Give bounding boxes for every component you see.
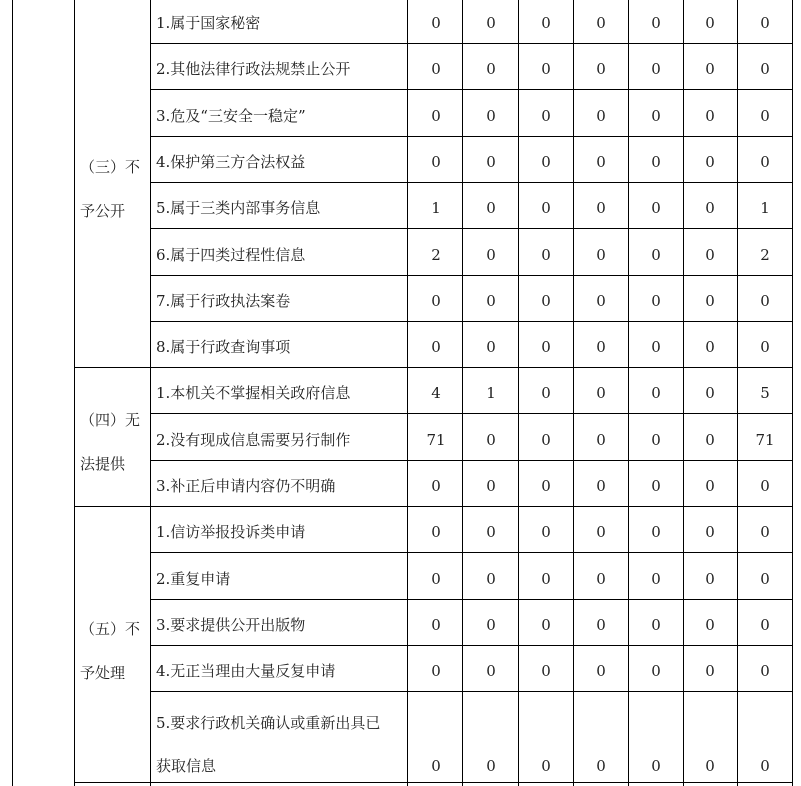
table-cell-value: 0 <box>431 60 441 78</box>
table-cell-value: 0 <box>541 384 551 402</box>
table-cell-value: 0 <box>486 757 496 775</box>
row-label: 3.补正后申请内容仍不明确 <box>156 477 336 495</box>
table-cell-value: 0 <box>705 199 715 217</box>
table-cell-value: 5 <box>760 384 770 402</box>
row-label: 3.危及“三安全一稳定” <box>156 107 306 125</box>
table-cell-value: 0 <box>705 616 715 634</box>
group-label <box>80 409 140 473</box>
table-cell-value: 1 <box>431 199 441 217</box>
column-divider <box>573 0 574 786</box>
table-cell-value: 0 <box>760 662 770 680</box>
table-cell-value: 0 <box>431 616 441 634</box>
row-divider <box>150 182 793 183</box>
column-divider <box>150 0 151 786</box>
table-cell-value: 0 <box>541 199 551 217</box>
table-cell-value: 0 <box>651 662 661 680</box>
column-divider <box>407 0 408 786</box>
table-cell-value: 0 <box>541 246 551 264</box>
group-label <box>80 156 140 220</box>
table-cell-value: 0 <box>705 757 715 775</box>
table-cell-value: 0 <box>651 477 661 495</box>
row-divider <box>150 43 793 44</box>
table-cell-value: 0 <box>431 477 441 495</box>
row-divider <box>150 136 793 137</box>
table-cell-value: 2 <box>760 246 770 264</box>
row-label: 1.本机关不掌握相关政府信息 <box>156 384 351 402</box>
row-label: 7.属于行政执法案卷 <box>156 292 291 310</box>
column-divider <box>74 0 75 786</box>
table-cell-value: 0 <box>705 338 715 356</box>
table-cell-value: 0 <box>541 523 551 541</box>
table-cell-value: 0 <box>596 14 606 32</box>
table-cell-value: 0 <box>431 662 441 680</box>
table-cell-value: 0 <box>651 60 661 78</box>
table-cell-value: 0 <box>705 523 715 541</box>
table-cell-value: 0 <box>541 14 551 32</box>
table-cell-value: 0 <box>431 757 441 775</box>
table-cell-value: 0 <box>486 107 496 125</box>
table-cell-value: 0 <box>651 616 661 634</box>
table-cell-value: 0 <box>760 292 770 310</box>
table-cell-value: 0 <box>541 616 551 634</box>
table-cell-value: 0 <box>705 60 715 78</box>
table-cell-value: 1 <box>760 199 770 217</box>
table-cell-value: 0 <box>651 292 661 310</box>
group-divider <box>74 367 793 368</box>
table-cell-value: 0 <box>486 292 496 310</box>
row-divider <box>150 599 793 600</box>
table-cell-value: 0 <box>705 384 715 402</box>
table-cell-value: 71 <box>755 431 775 449</box>
table-cell-value: 71 <box>426 431 446 449</box>
table-cell-value: 0 <box>486 153 496 171</box>
group-label-line: （三）不 <box>80 157 141 176</box>
table-cell-value: 0 <box>651 570 661 588</box>
row-divider <box>150 413 793 414</box>
table-cell-value: 0 <box>705 477 715 495</box>
table-cell-value: 0 <box>541 431 551 449</box>
group-divider <box>74 506 793 507</box>
table-cell-value: 0 <box>431 14 441 32</box>
table-cell-value: 0 <box>651 384 661 402</box>
table-cell-value: 0 <box>760 153 770 171</box>
group-label-line: 法提供 <box>80 454 126 473</box>
table-cell-value: 0 <box>705 570 715 588</box>
table-cell-value: 0 <box>431 107 441 125</box>
table-cell-value: 0 <box>596 246 606 264</box>
table-cell-value: 0 <box>596 662 606 680</box>
row-divider <box>150 89 793 90</box>
table-cell-value: 0 <box>596 384 606 402</box>
row-label: 3.要求提供公开出版物 <box>156 616 306 634</box>
table-cell-value: 0 <box>541 107 551 125</box>
row-label-continued: 获取信息 <box>156 757 217 775</box>
table-cell-value: 0 <box>431 570 441 588</box>
group-label-line: 予公开 <box>80 201 126 220</box>
column-divider <box>792 0 793 786</box>
table-cell-value: 0 <box>431 523 441 541</box>
table-cell-value: 0 <box>486 199 496 217</box>
table-cell-value: 0 <box>705 246 715 264</box>
table-cell-value: 0 <box>541 292 551 310</box>
table-cell-value: 1 <box>486 384 496 402</box>
table-cell-value: 0 <box>705 662 715 680</box>
table-cell-value: 0 <box>431 153 441 171</box>
table-cell-value: 0 <box>705 14 715 32</box>
table-cell-value: 0 <box>705 292 715 310</box>
table-cell-value: 0 <box>651 338 661 356</box>
table-cell-value: 0 <box>705 431 715 449</box>
table-cell-value: 0 <box>486 431 496 449</box>
row-divider <box>150 228 793 229</box>
table-cell-value: 0 <box>431 292 441 310</box>
table-cell-value: 0 <box>431 338 441 356</box>
table-cell-value: 4 <box>431 384 441 402</box>
table-cell-value: 0 <box>651 107 661 125</box>
column-divider <box>737 0 738 786</box>
row-label: 5.属于三类内部事务信息 <box>156 199 321 217</box>
table-cell-value: 0 <box>651 431 661 449</box>
table-cell-value: 0 <box>541 570 551 588</box>
table-cell-value: 0 <box>486 246 496 264</box>
table-cell-value: 0 <box>541 60 551 78</box>
row-label: 4.无正当理由大量反复申请 <box>156 662 336 680</box>
table-cell-value: 0 <box>486 523 496 541</box>
table-cell-value: 0 <box>541 757 551 775</box>
table-cell-value: 0 <box>651 757 661 775</box>
group-label-line: （五）不 <box>80 620 141 638</box>
row-divider <box>150 552 793 553</box>
table-cell-value: 0 <box>596 199 606 217</box>
row-label: 1.信访举报投诉类申请 <box>156 523 306 541</box>
table-cell-value: 0 <box>596 616 606 634</box>
table-cell-value: 0 <box>760 477 770 495</box>
table-border-line <box>12 0 13 786</box>
table-cell-value: 0 <box>760 570 770 588</box>
row-label: 2.重复申请 <box>156 570 231 588</box>
row-label: 6.属于四类过程性信息 <box>156 246 306 264</box>
table-cell-value: 0 <box>596 60 606 78</box>
table-cell-value: 0 <box>651 199 661 217</box>
column-divider <box>628 0 629 786</box>
table-cell-value: 0 <box>760 757 770 775</box>
row-divider <box>150 691 793 692</box>
row-label: 1.属于国家秘密 <box>156 14 261 32</box>
table-cell-value: 0 <box>596 338 606 356</box>
table-cell-value: 0 <box>596 757 606 775</box>
table-cell-value: 2 <box>431 246 441 264</box>
table-cell-value: 0 <box>596 153 606 171</box>
table-cell-value: 0 <box>760 14 770 32</box>
table-cell-value: 0 <box>486 14 496 32</box>
table-cell-value: 0 <box>486 477 496 495</box>
table-cell-value: 0 <box>596 523 606 541</box>
row-label: 4.保护第三方合法权益 <box>156 153 306 171</box>
table-cell-value: 0 <box>760 338 770 356</box>
row-label: 2.没有现成信息需要另行制作 <box>156 431 351 449</box>
table-cell-value: 0 <box>596 431 606 449</box>
table-cell-value: 0 <box>541 153 551 171</box>
table-cell-value: 0 <box>760 523 770 541</box>
table-cell-value: 0 <box>541 477 551 495</box>
table-cell-value: 0 <box>486 570 496 588</box>
table-cell-value: 0 <box>651 523 661 541</box>
row-divider <box>150 321 793 322</box>
group-label-line: 予处理 <box>80 664 126 682</box>
table-cell-value: 0 <box>760 616 770 634</box>
table-cell-value: 0 <box>596 107 606 125</box>
table-cell-value: 0 <box>651 153 661 171</box>
table-cell-value: 0 <box>486 60 496 78</box>
table-cell-value: 0 <box>651 246 661 264</box>
table-cell-value: 0 <box>760 60 770 78</box>
row-divider <box>150 645 793 646</box>
table-bottom-line <box>74 782 793 783</box>
row-divider <box>150 275 793 276</box>
column-divider <box>683 0 684 786</box>
column-divider <box>518 0 519 786</box>
column-divider <box>462 0 463 786</box>
row-divider <box>150 460 793 461</box>
table-cell-value: 0 <box>651 14 661 32</box>
row-label: 5.要求行政机关确认或重新出具已 <box>156 714 381 732</box>
group-label <box>80 618 140 682</box>
table-cell-value: 0 <box>596 570 606 588</box>
table-cell-value: 0 <box>596 477 606 495</box>
table-cell-value: 0 <box>596 292 606 310</box>
table-cell-value: 0 <box>486 616 496 634</box>
group-label-line: （四）无 <box>80 410 141 429</box>
table-cell-value: 0 <box>486 662 496 680</box>
table-cell-value: 0 <box>486 338 496 356</box>
table-cell-value: 0 <box>705 107 715 125</box>
row-label: 2.其他法律行政法规禁止公开 <box>156 60 351 78</box>
table-cell-value: 0 <box>705 153 715 171</box>
table-cell-value: 0 <box>541 662 551 680</box>
table-cell-value: 0 <box>760 107 770 125</box>
table-cell-value: 0 <box>541 338 551 356</box>
row-label: 8.属于行政查询事项 <box>156 338 291 356</box>
